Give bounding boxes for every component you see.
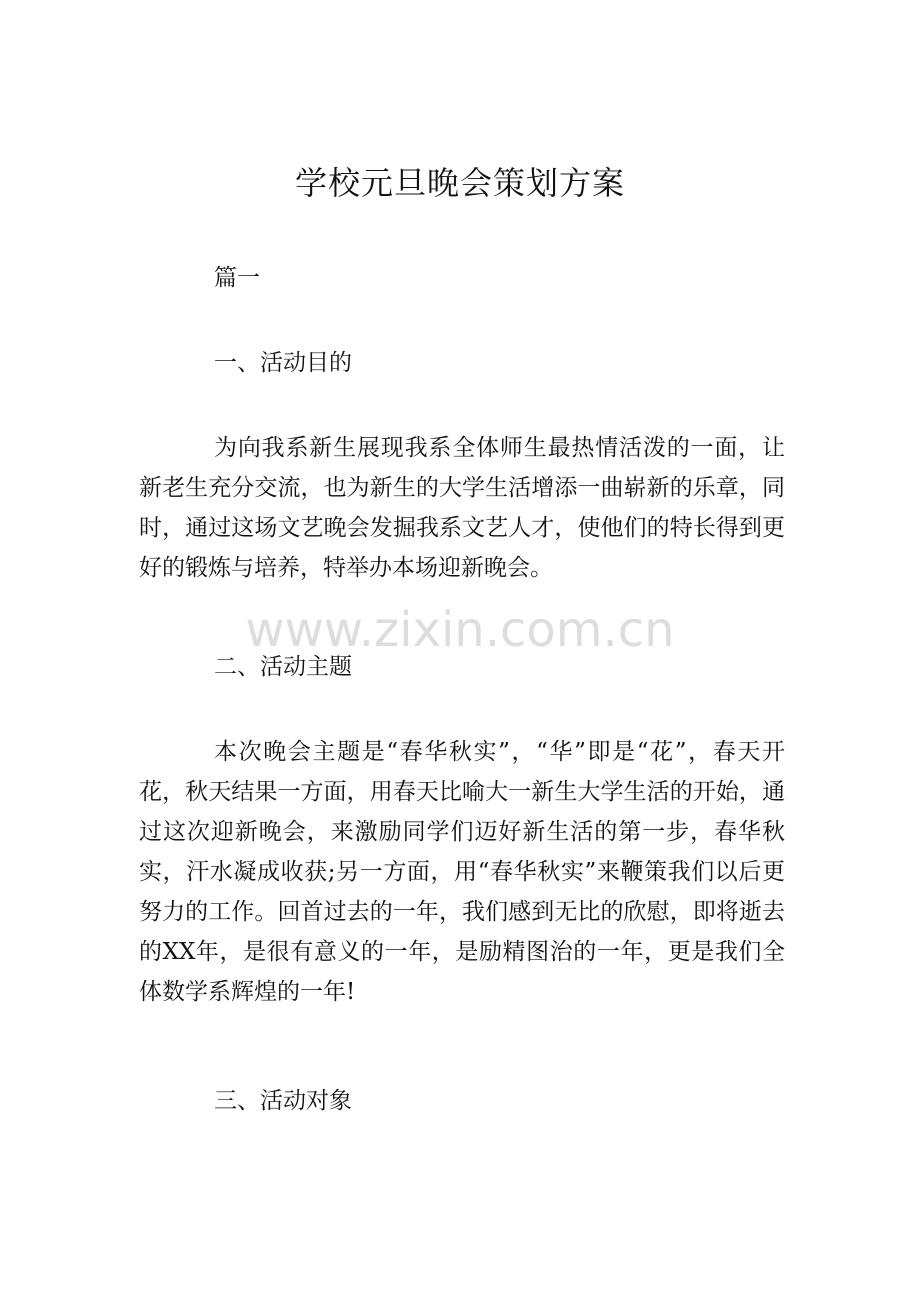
- section-heading-audience: 三、活动对象: [214, 1088, 352, 1114]
- section-heading-theme: 二、活动主题: [214, 654, 352, 680]
- section-heading-purpose: 一、活动目的: [214, 350, 352, 376]
- part-label: 篇一: [214, 265, 260, 291]
- section-body-theme: 本次晚会主题是“春华秋实”，“华”即是“花”，春天开花，秋天结果一方面，用春天比喻大一新生大学生活的开始，通过这次迎新晚会，来激励同学们迈好新生活的第一步，春华秋实，汗水凝成收获;另一方面，用“春华秋实”来鞭策我们以后更努力的工作。回首过去的一年，我们感到无比的欣慰，即将逝去的XX年，是很有意义的一年，是励精图治的一年，更是我们全体数学系辉煌的一年!: [139, 739, 785, 1005]
- section-body-purpose: 为向我系新生展现我系全体师生最热情活泼的一面，让新老生充分交流，也为新生的大学生活增添一曲崭新的乐章，同时，通过这场文艺晚会发掘我系文艺人才，使他们的特长得到更好的锻炼与培养，特举办本场迎新晚会。: [139, 435, 785, 581]
- document-title: 学校元旦晚会策划方案: [294, 164, 625, 202]
- watermark: www.zixin.com.cn: [245, 602, 675, 658]
